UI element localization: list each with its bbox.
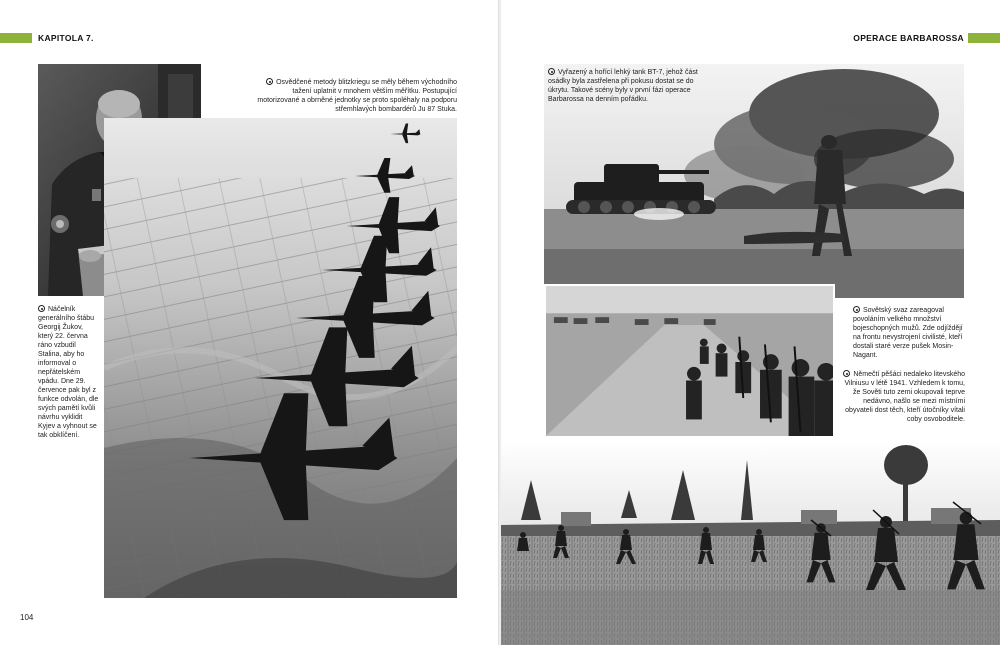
zhukov-caption: Náčelník generálního štábu Georgij Žukov, který 22. června ráno vzbudil Stalina, aby ho informoval o nepřátelském vpádu. Dne 29. července pak byl z funkce odvolán, dle svých pamětí kvůli návrhu vyklidit Kyjev a vyhnout se tak obklíčení.	[38, 306, 99, 439]
tank-caption: Vyřazený a hořící lehký tank BT-7, jehož část osádky byla zastřelena při pokusu dostat se do úkrytu. Takové scény byly v první fázi operace Barbarossa na denním pořádku.	[548, 69, 698, 103]
soviet-recruits-photo	[544, 284, 835, 438]
section-label: OPERACE BARBAROSSA	[853, 33, 964, 43]
circled-dot-icon	[266, 78, 273, 85]
recruits-caption: Sovětský svaz zareagoval povoláním velkého množství bojeschopných mužů. Zde odjíždějí na frontu nevystrojení civilisté, kteří dostali staré verze pušek Mosin-Nagant.	[853, 307, 963, 359]
right-page	[501, 0, 1000, 645]
section-accent-bar	[968, 33, 1000, 43]
chapter-label: KAPITOLA 7.	[38, 33, 94, 43]
left-page	[0, 0, 499, 645]
page-number: 104	[20, 613, 34, 622]
stuka-aerial-photo	[104, 118, 457, 598]
german-infantry-photo	[501, 440, 1000, 645]
circled-dot-icon	[548, 68, 555, 75]
circled-dot-icon	[843, 370, 850, 377]
circled-dot-icon	[853, 306, 860, 313]
infantry-caption: Němečtí pěšáci nedaleko litevského Vilniusu v létě 1941. Vzhledem k tomu, že Sověti tuto zemi okupovali teprve nedávno, našlo se mezi místními obyvateli dost těch, kteří útočníky vítali coby osvoboditele.	[844, 371, 965, 423]
chapter-accent-bar	[0, 33, 32, 43]
circled-dot-icon	[38, 305, 45, 312]
stuka-caption: Osvědčené metody blitzkriegu se měly během východního tažení uplatnit v mnohem větším měřítku. Postupující motorizované a obrněné jednotky se proto spoléhaly na podporu střemhlavých bombardérů Ju 87 Stuka.	[257, 79, 457, 113]
